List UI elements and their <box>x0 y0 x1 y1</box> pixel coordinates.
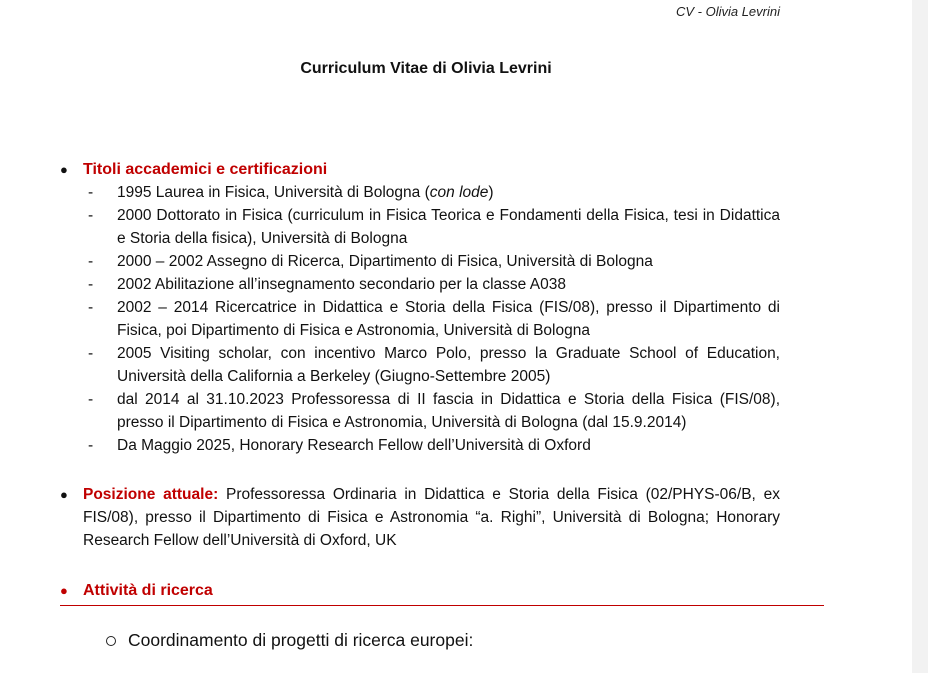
section-divider <box>60 605 824 606</box>
titoli-list <box>60 181 780 457</box>
circle-bullet-icon <box>106 636 116 646</box>
list-item-text: 2005 Visiting scholar, con incentivo Marco Polo, presso la Graduate School of Education, Università della California a Berkeley (Giugno-Settembre 2005) <box>117 345 780 385</box>
list-item-text: 2000 Dottorato in Fisica (curriculum in Fisica Teorica e Fondamenti della Fisica, tesi in Didattica e Storia della fisica), Università di Bologna <box>117 207 780 247</box>
list-item <box>60 342 780 388</box>
sub-list-item <box>106 630 473 651</box>
section-heading-attivita <box>60 579 780 602</box>
bullet-icon: ● <box>60 162 68 177</box>
list-item <box>60 181 780 204</box>
list-item <box>60 388 780 434</box>
list-item-text: 2002 – 2014 Ricercatrice in Didattica e Storia della Fisica (FIS/08), presso il Dipartimento di Fisica, poi Dipartimento di Fisica e Astronomia, Università di Bologna <box>117 299 780 339</box>
dash-marker: - <box>88 276 94 293</box>
sub-list-item-text: Coordinamento di progetti di ricerca europei: <box>128 630 474 650</box>
bullet-icon: ● <box>60 583 68 598</box>
posizione-text: Professoressa Ordinaria in Didattica e Storia della Fisica (02/PHYS-06/B, ex FIS/08), presso il Dipartimento di Fisica e Astronomia “a. Righi”, Università di Bologna; Honorary Research Fellow dell’Università di Oxford, UK <box>83 486 780 549</box>
section-attivita <box>60 579 780 602</box>
dash-marker: - <box>88 437 94 454</box>
heading-label: Titoli accademici e certificazioni <box>83 161 328 178</box>
heading-label: Attività di ricerca <box>83 582 213 599</box>
heading-label: Posizione attuale: <box>83 486 219 503</box>
list-item-text: Da Maggio 2025, Honorary Research Fellow dell’Università di Oxford <box>117 437 591 454</box>
list-item-text: 2000 – 2002 Assegno di Ricerca, Dipartimento di Fisica, Università di Bologna <box>117 253 653 270</box>
section-heading-posizione <box>60 483 780 552</box>
list-item-text: 1995 Laurea in Fisica, Università di Bologna (con lode) <box>117 184 494 201</box>
dash-marker: - <box>88 299 94 316</box>
dash-marker: - <box>88 184 94 201</box>
posizione-paragraph <box>83 483 780 552</box>
dash-marker: - <box>88 345 94 362</box>
dash-marker: - <box>88 207 94 224</box>
dash-marker: - <box>88 253 94 270</box>
section-heading-titoli <box>60 158 780 181</box>
bullet-icon: ● <box>60 487 68 502</box>
list-item <box>60 434 780 457</box>
list-item <box>60 204 780 250</box>
list-item <box>60 296 780 342</box>
vertical-scrollbar[interactable] <box>912 0 928 673</box>
section-titoli <box>60 158 780 457</box>
list-item-text: dal 2014 al 31.10.2023 Professoressa di II fascia in Didattica e Storia della Fisica (FIS/08), presso il Dipartimento di Fisica e Astronomia, Università di Bologna (dal 15.9.2014) <box>117 391 780 431</box>
section-posizione <box>60 483 780 552</box>
list-item-text: 2002 Abilitazione all’insegnamento secondario per la classe A038 <box>117 276 566 293</box>
dash-marker: - <box>88 391 94 408</box>
list-item <box>60 250 780 273</box>
list-item <box>60 273 780 296</box>
document-title: Curriculum Vitae di Olivia Levrini <box>300 60 552 77</box>
page-header: CV - Olivia Levrini <box>675 4 780 19</box>
